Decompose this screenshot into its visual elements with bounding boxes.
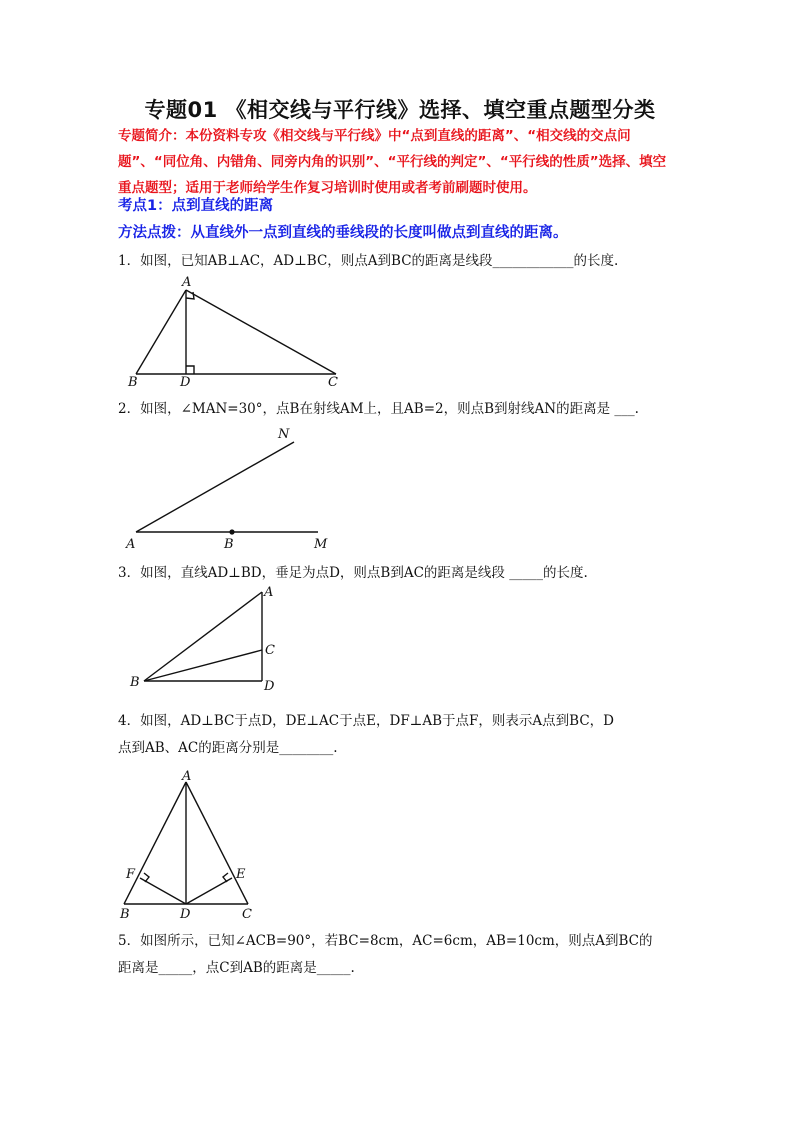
label-a: A [182,275,192,290]
label-a: A [264,585,274,600]
question-1: 1．如图，已知AB⊥AC，AD⊥BC，则点A到BC的距离是线段____________的长度. [118,253,619,269]
label-b: B [120,907,130,922]
label-n: N [278,427,290,442]
label-e: E [236,867,246,882]
label-a: A [182,770,192,784]
question-4-line-2: 点到AB、AC的距离分别是________. [118,740,338,756]
segment-df [140,878,186,904]
figure-4 [110,770,270,922]
label-b: B [224,537,234,552]
right-angle-mark-a [186,292,194,299]
segment-ac [186,290,336,374]
segment-ba [144,592,262,681]
section-heading: 考点1：点到直线的距离 [118,198,274,214]
label-b: B [130,675,140,690]
ray-an [136,442,294,532]
question-5-line-2: 距离是_____，点C到AB的距离是_____. [118,960,355,976]
label-b: B [128,375,138,390]
label-c: C [328,375,338,390]
point-b [229,529,234,534]
intro-paragraph: 专题简介：本份资料专攻《相交线与平行线》中“点到直线的距离”、“相交线的交点问题”、“同位角、内错角、同旁内角的识别”、“平行线的判定”、“平行线的性质”选择、填空重点题型；适用于老师给学生作复习培训时使用或者考前刷题时使用。 [118,128,667,196]
question-5-line-1: 5．如图所示，已知∠ACB=90°，若BC=8cm，AC=6cm，AB=10cm，则点A到BC的 [118,933,653,949]
right-angle-mark-d [186,366,194,374]
segment-de [186,878,232,904]
label-d: D [180,907,191,922]
label-c: C [265,643,275,658]
figure-3 [118,582,318,694]
method-tip: 方法点拨：从直线外一点到直线的垂线段的长度叫做点到直线的距离。 [118,225,568,241]
label-c: C [242,907,252,922]
question-2: 2．如图，∠MAN=30°，点B在射线AM上，且AB=2，则点B到射线AN的距离是 ___. [118,401,639,417]
figure-2 [118,422,358,552]
label-m: M [314,537,328,552]
label-d: D [180,375,191,390]
figure-1 [118,272,358,392]
page-title: 专题01 《相交线与平行线》选择、填空重点题型分类 [144,98,656,122]
label-f: F [126,867,136,882]
segment-bc [144,650,262,681]
label-a: A [126,537,136,552]
question-3: 3．如图，直线AD⊥BD，垂足为点D，则点B到AC的距离是线段 _____的长度. [118,565,588,581]
segment-ab [136,290,186,374]
question-4-line-1: 4．如图，AD⊥BC于点D，DE⊥AC于点E，DF⊥AB于点F，则表示A点到BC，D [118,713,614,729]
label-d: D [264,679,275,694]
